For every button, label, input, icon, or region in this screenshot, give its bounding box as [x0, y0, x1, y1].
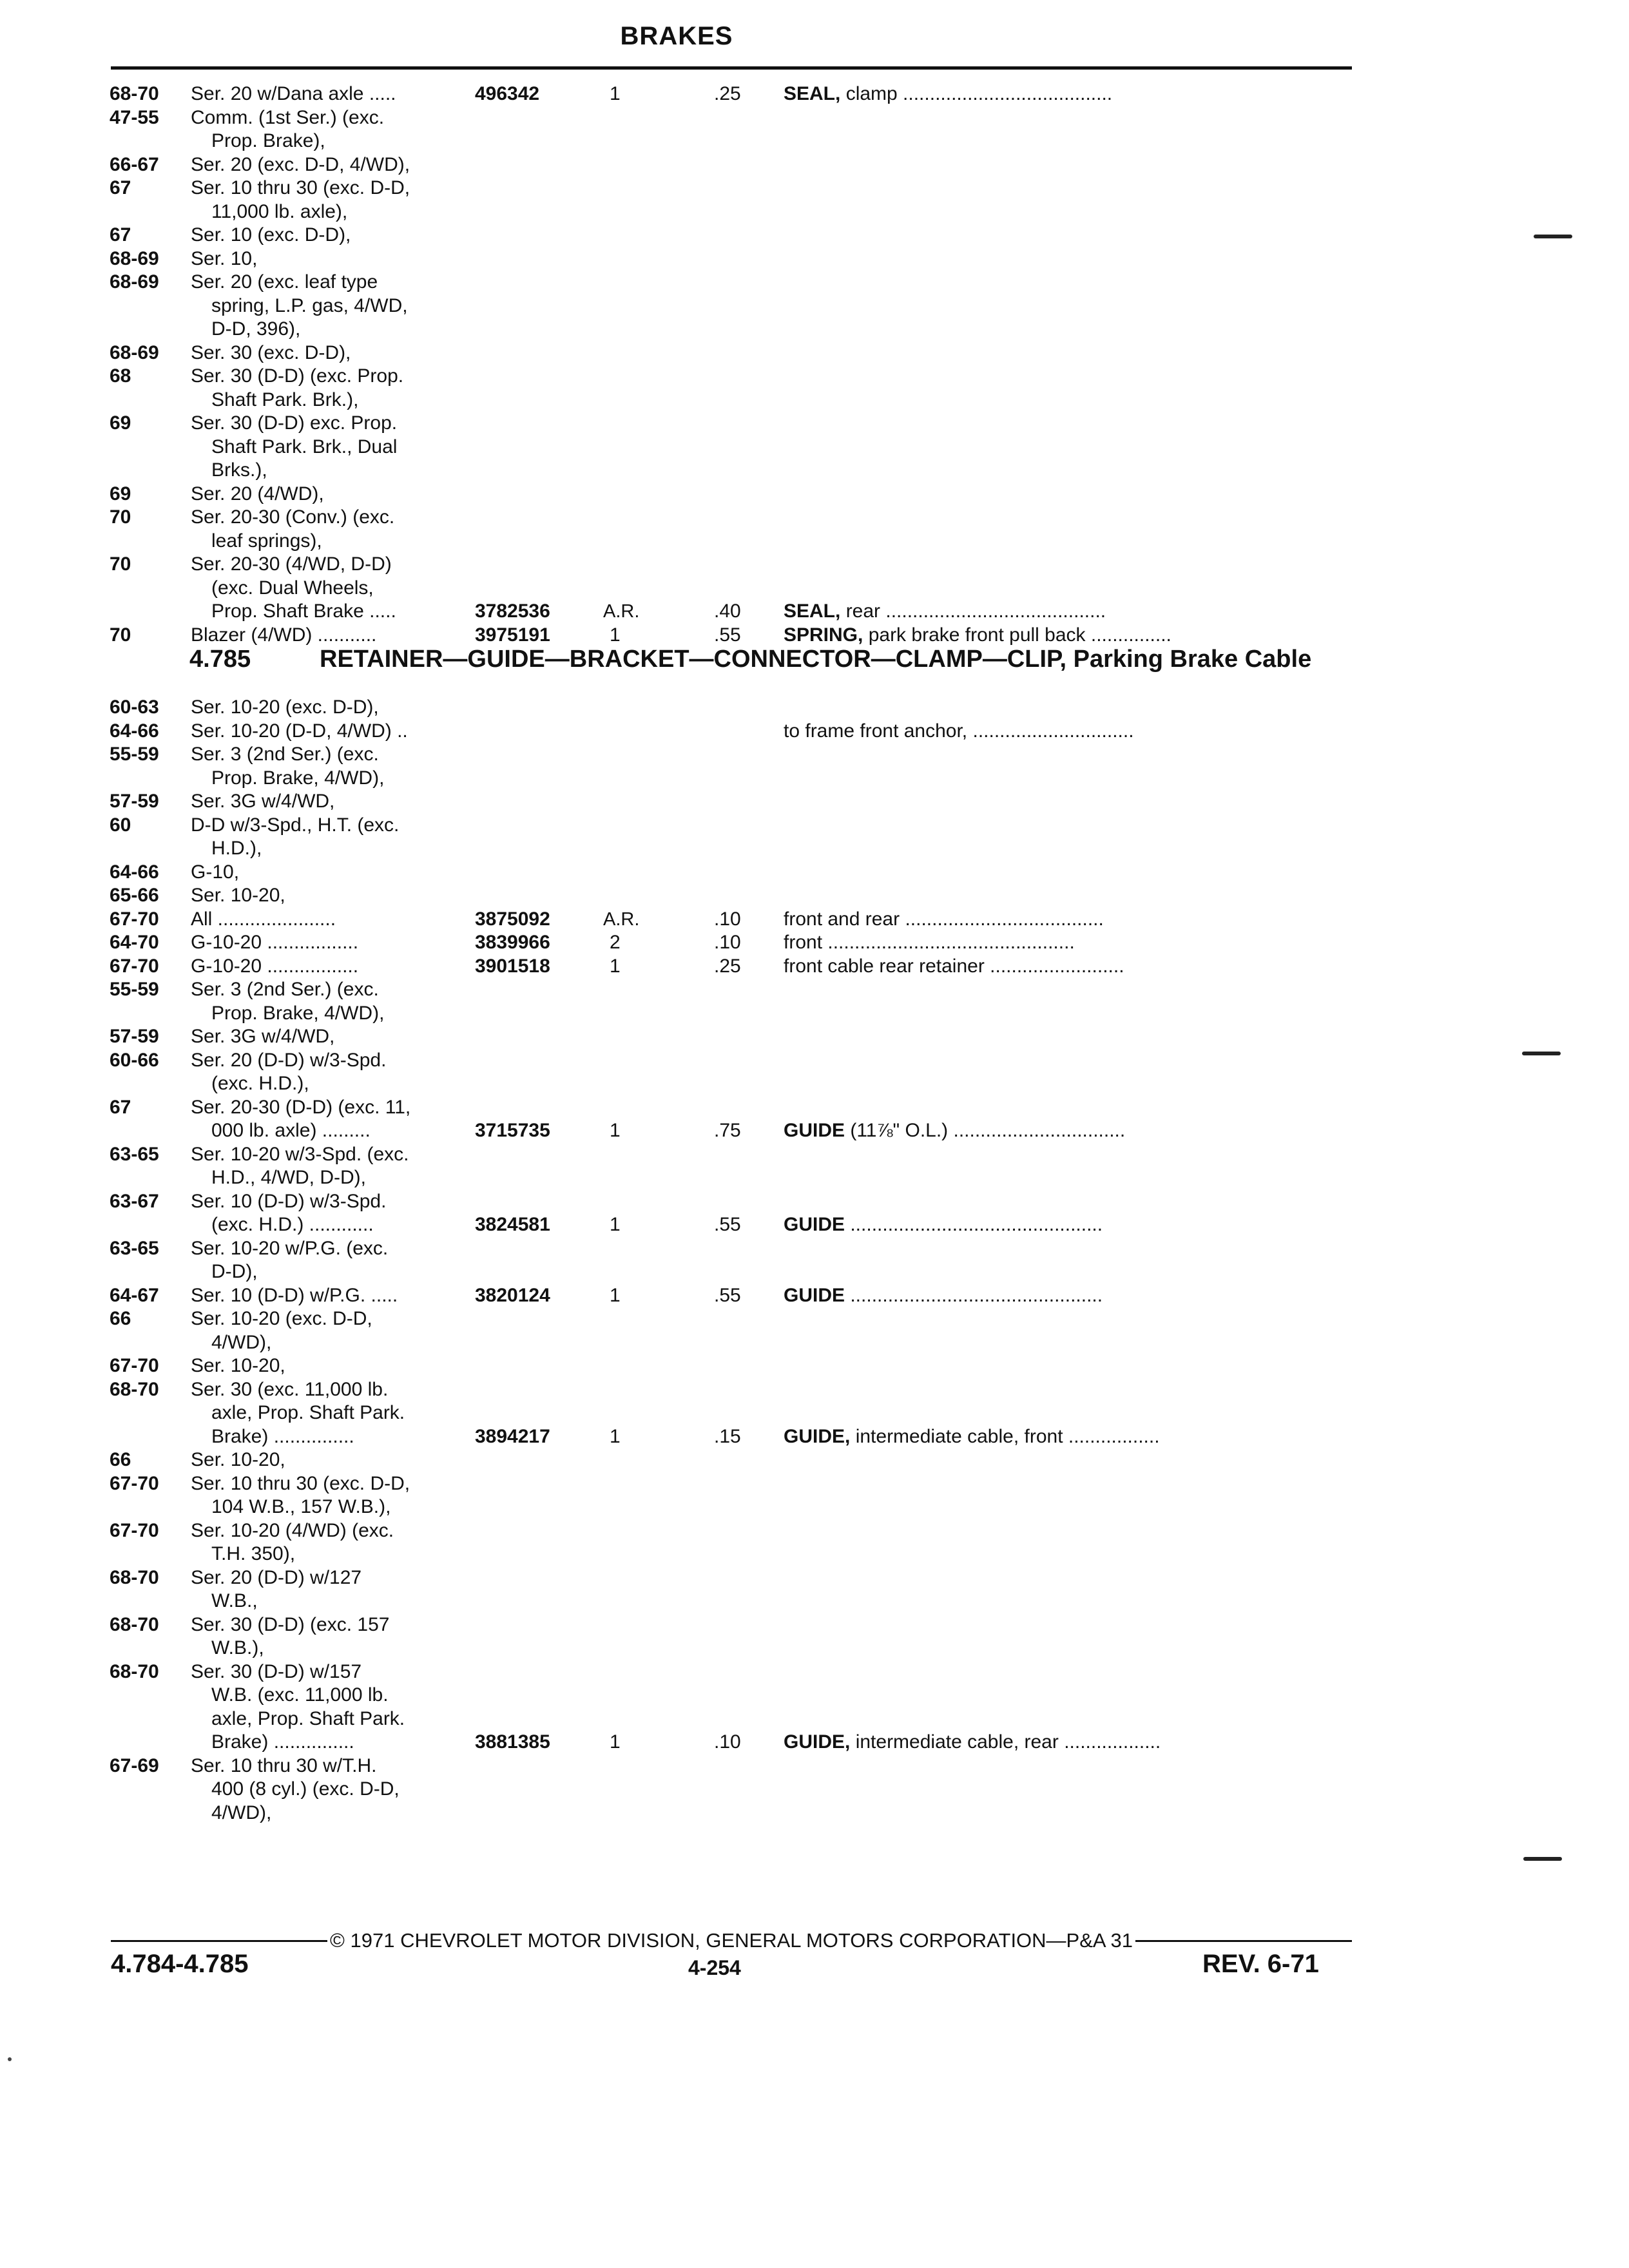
- price: .55: [714, 1284, 741, 1306]
- model-years: 68-70: [110, 1660, 159, 1682]
- model-years: 67-70: [110, 955, 159, 977]
- application-description: Shaft Park. Brk.),: [211, 389, 359, 410]
- model-years: 68-70: [110, 1566, 159, 1588]
- part-name: [784, 931, 1360, 955]
- application-description: Ser. 3 (2nd Ser.) (exc.: [191, 744, 379, 765]
- table-row: [110, 1166, 1360, 1190]
- application-description: Prop. Brake, 4/WD),: [211, 1002, 385, 1024]
- table-row: [110, 1143, 1360, 1167]
- part-name: [784, 1425, 1360, 1449]
- application-description: D-D w/3-Spd., H.T. (exc.: [191, 814, 400, 836]
- model-years: 57-59: [110, 1026, 159, 1047]
- part-name-detail: (11⅞" O.L.) ................................: [845, 1120, 1126, 1141]
- model-years: 64-70: [110, 932, 159, 953]
- table-row: [110, 1025, 1360, 1049]
- quantity: 1: [610, 1120, 621, 1141]
- table-row: [110, 412, 1360, 436]
- application-description: W.B.,: [211, 1590, 258, 1611]
- table-row: [110, 153, 1360, 177]
- model-years: 63-65: [110, 1237, 159, 1259]
- table-row: [110, 931, 1360, 955]
- table-row: [110, 1072, 1360, 1096]
- part-name-detail: ...............................................: [845, 1214, 1103, 1235]
- application-description: Ser. 10 (D-D) w/P.G. .....: [191, 1284, 398, 1306]
- section-heading: [110, 647, 1360, 696]
- quantity: A.R.: [603, 601, 640, 622]
- price: .75: [714, 1120, 741, 1141]
- application-description: G-10-20 .................: [191, 955, 359, 977]
- application-description: Brake) ...............: [211, 1731, 354, 1753]
- part-name-detail: to frame front anchor, ..............................: [784, 720, 1134, 742]
- model-years: 68-70: [110, 83, 159, 104]
- price: .10: [714, 932, 741, 953]
- model-years: 60-63: [110, 697, 159, 718]
- model-years: 66: [110, 1308, 131, 1329]
- quantity: 1: [610, 1284, 621, 1306]
- part-name-detail: clamp .......................................: [840, 83, 1113, 104]
- application-description: Ser. 10-20 w/P.G. (exc.: [191, 1237, 389, 1259]
- application-description: Ser. 20 (D-D) w/3-Spd.: [191, 1049, 387, 1071]
- quantity: 1: [610, 624, 621, 646]
- table-row: [110, 1590, 1360, 1613]
- application-description: Ser. 10 thru 30 w/T.H.: [191, 1754, 377, 1776]
- part-name: [784, 908, 1360, 932]
- application-description: G-10,: [191, 861, 240, 883]
- application-description: Brake) ...............: [211, 1425, 354, 1447]
- table-row: [110, 1495, 1360, 1519]
- model-years: 68: [110, 365, 131, 387]
- table-row: [110, 1237, 1360, 1261]
- application-description: 000 lb. axle) .........: [211, 1120, 371, 1141]
- quantity: 1: [610, 1425, 621, 1447]
- application-description: Ser. 10,: [191, 247, 258, 269]
- application-description: Ser. 10-20 (4/WD) (exc.: [191, 1519, 394, 1541]
- section-title: RETAINER—GUIDE—BRACKET—CONNECTOR—CLAMP—CLIP, Parking Brake Cable: [320, 646, 1312, 673]
- model-years: 67-69: [110, 1754, 159, 1776]
- model-years: 57-59: [110, 791, 159, 812]
- part-number: 3875092: [475, 908, 550, 930]
- part-name-detail: rear .........................................: [840, 601, 1106, 622]
- part-number: 3881385: [475, 1731, 550, 1753]
- application-description: Ser. 20 w/Dana axle .....: [191, 83, 396, 104]
- price: .10: [714, 908, 741, 930]
- application-description: Ser. 30 (D-D) exc. Prop.: [191, 412, 398, 434]
- price: .55: [714, 1214, 741, 1235]
- model-years: 68-69: [110, 341, 159, 363]
- table-row: [110, 341, 1360, 365]
- table-row: [110, 1331, 1360, 1355]
- table-row: [110, 1613, 1360, 1637]
- model-years: 69: [110, 412, 131, 434]
- table-row: [110, 247, 1360, 271]
- table-row: [110, 884, 1360, 908]
- table-row: [110, 1566, 1360, 1590]
- scan-mark: [1522, 1052, 1561, 1055]
- table-row: [110, 1519, 1360, 1543]
- application-description: Prop. Brake, 4/WD),: [211, 767, 385, 789]
- part-name: [784, 1284, 1360, 1308]
- model-years: 67-70: [110, 1519, 159, 1541]
- table-row: [110, 837, 1360, 861]
- model-years: 68-69: [110, 271, 159, 293]
- application-description: 104 W.B., 157 W.B.),: [211, 1496, 391, 1517]
- part-name-detail: ...............................................: [845, 1284, 1103, 1306]
- table-row: [110, 1284, 1360, 1308]
- table-row: [110, 624, 1360, 648]
- table-row: [110, 1096, 1360, 1120]
- table-row: [110, 696, 1360, 720]
- application-description: Ser. 30 (exc. 11,000 lb.: [191, 1378, 389, 1400]
- application-description: Ser. 20 (D-D) w/127: [191, 1566, 362, 1588]
- part-number: 3715735: [475, 1120, 550, 1141]
- page-title: BRAKES: [620, 22, 733, 50]
- application-description: Ser. 3 (2nd Ser.) (exc.: [191, 979, 379, 1000]
- table-row: [110, 720, 1360, 744]
- application-description: 11,000 lb. axle),: [211, 200, 348, 222]
- model-years: 67: [110, 177, 131, 198]
- part-name-key: GUIDE,: [784, 1425, 851, 1447]
- table-row: [110, 177, 1360, 200]
- footer-rule-left: [111, 1940, 327, 1942]
- application-description: Ser. 20 (exc. D-D, 4/WD),: [191, 153, 410, 175]
- price: .55: [714, 624, 741, 646]
- model-years: 55-59: [110, 979, 159, 1000]
- table-row: [110, 1448, 1360, 1472]
- application-description: Ser. 3G w/4/WD,: [191, 1026, 335, 1047]
- model-years: 69: [110, 483, 131, 505]
- part-number: 3901518: [475, 955, 550, 977]
- application-description: Ser. 10 (exc. D-D),: [191, 224, 351, 245]
- model-years: 66: [110, 1449, 131, 1470]
- table-row: [110, 483, 1360, 506]
- application-description: Ser. 10 thru 30 (exc. D-D,: [191, 177, 410, 198]
- application-description: spring, L.P. gas, 4/WD,: [211, 294, 408, 316]
- application-description: axle, Prop. Shaft Park.: [211, 1707, 405, 1729]
- application-description: Brks.),: [211, 459, 267, 481]
- model-years: 64-67: [110, 1284, 159, 1306]
- application-description: Prop. Brake),: [211, 130, 325, 151]
- table-row: [110, 200, 1360, 224]
- model-years: 63-67: [110, 1190, 159, 1212]
- table-row: [110, 1307, 1360, 1331]
- model-years: 67-70: [110, 1472, 159, 1494]
- part-name: [784, 1119, 1360, 1143]
- part-name-key: GUIDE: [784, 1214, 845, 1235]
- application-description: Ser. 10-20,: [191, 1355, 285, 1376]
- part-name-detail: front and rear .....................................: [784, 908, 1104, 930]
- part-number: 3894217: [475, 1425, 550, 1447]
- model-years: 63-65: [110, 1143, 159, 1165]
- model-years: 64-66: [110, 720, 159, 742]
- application-description: All ......................: [191, 908, 336, 930]
- table-row: [110, 1119, 1360, 1143]
- application-description: D-D, 396),: [211, 318, 301, 340]
- table-row: [110, 1660, 1360, 1684]
- model-years: 67: [110, 224, 131, 245]
- model-years: 65-66: [110, 885, 159, 906]
- application-description: 400 (8 cyl.) (exc. D-D,: [211, 1778, 400, 1800]
- table-row: [110, 743, 1360, 767]
- table-row: [110, 767, 1360, 791]
- table-row: [110, 224, 1360, 247]
- table-row: [110, 106, 1360, 130]
- table-row: [110, 1401, 1360, 1425]
- application-description: (exc. H.D.),: [211, 1073, 309, 1094]
- part-number: 496342: [475, 83, 540, 104]
- table-row: [110, 1354, 1360, 1378]
- application-description: 4/WD),: [211, 1802, 272, 1823]
- table-row: [110, 978, 1360, 1002]
- part-name-key: SPRING,: [784, 624, 863, 646]
- price: .10: [714, 1731, 741, 1753]
- part-number: 3839966: [475, 932, 550, 953]
- part-name-key: GUIDE: [784, 1120, 845, 1141]
- table-row: [110, 459, 1360, 483]
- model-years: 70: [110, 553, 131, 575]
- header-rule: [111, 66, 1352, 70]
- part-name: [784, 600, 1360, 624]
- application-description: Ser. 10 (D-D) w/3-Spd.: [191, 1190, 387, 1212]
- application-description: (exc. H.D.) ............: [211, 1214, 374, 1235]
- quantity: A.R.: [603, 908, 640, 930]
- model-years: 68-70: [110, 1613, 159, 1635]
- application-description: leaf springs),: [211, 530, 322, 552]
- quantity: 1: [610, 955, 621, 977]
- table-row: [110, 1260, 1360, 1284]
- price: .40: [714, 601, 741, 622]
- part-name: [784, 1731, 1360, 1754]
- application-description: Ser. 20-30 (D-D) (exc. 11,: [191, 1096, 411, 1118]
- table-row: [110, 908, 1360, 932]
- model-years: 68-69: [110, 247, 159, 269]
- table-row: [110, 1213, 1360, 1237]
- model-years: 70: [110, 506, 131, 528]
- application-description: Ser. 10-20 (exc. D-D),: [191, 697, 379, 718]
- section-number: 4.785: [189, 646, 251, 673]
- table-row: [110, 553, 1360, 577]
- table-row: [110, 130, 1360, 153]
- table-row: [110, 1754, 1360, 1778]
- part-name-key: GUIDE: [784, 1284, 845, 1306]
- application-description: 4/WD),: [211, 1331, 272, 1353]
- part-number: 3782536: [475, 601, 550, 622]
- application-description: (exc. Dual Wheels,: [211, 577, 374, 599]
- footer-rule-right: [1135, 1940, 1352, 1942]
- table-row: [110, 1684, 1360, 1707]
- table-row: [110, 506, 1360, 530]
- part-number: 3975191: [475, 624, 550, 646]
- footer-revision: REV. 6-71: [1202, 1950, 1319, 1978]
- table-row: [110, 814, 1360, 838]
- table-row: [110, 294, 1360, 318]
- application-description: G-10-20 .................: [191, 932, 359, 953]
- application-description: Ser. 10-20 w/3-Spd. (exc.: [191, 1143, 409, 1165]
- application-description: Ser. 20 (4/WD),: [191, 483, 324, 505]
- scan-mark: [1534, 235, 1572, 238]
- table-row: [110, 1425, 1360, 1449]
- application-description: Blazer (4/WD) ...........: [191, 624, 377, 646]
- model-years: 47-55: [110, 106, 159, 128]
- application-description: D-D),: [211, 1261, 258, 1282]
- part-name: [784, 624, 1360, 648]
- model-years: 68-70: [110, 1378, 159, 1400]
- model-years: 67-70: [110, 908, 159, 930]
- table-row: [110, 389, 1360, 412]
- model-years: 64-66: [110, 861, 159, 883]
- application-description: Prop. Shaft Brake .....: [211, 601, 396, 622]
- application-description: axle, Prop. Shaft Park.: [211, 1402, 405, 1423]
- footer-copyright: © 1971 CHEVROLET MOTOR DIVISION, GENERAL MOTORS CORPORATION—P&A 31: [330, 1929, 1133, 1952]
- part-name-key: GUIDE,: [784, 1731, 851, 1753]
- scan-speck: [8, 2057, 12, 2061]
- application-description: Ser. 10-20,: [191, 1449, 285, 1470]
- application-description: H.D.),: [211, 838, 262, 859]
- application-description: Ser. 3G w/4/WD,: [191, 791, 335, 812]
- application-description: Ser. 30 (D-D) w/157: [191, 1660, 362, 1682]
- table-row: [110, 790, 1360, 814]
- table-row: [110, 1190, 1360, 1214]
- quantity: 1: [610, 1731, 621, 1753]
- parts-list: [110, 82, 1360, 1825]
- part-name-detail: intermediate cable, front .................: [850, 1425, 1160, 1447]
- table-row: [110, 1707, 1360, 1731]
- application-description: T.H. 350),: [211, 1543, 296, 1564]
- quantity: 2: [610, 932, 621, 953]
- table-row: [110, 1637, 1360, 1660]
- table-row: [110, 1731, 1360, 1754]
- table-row: [110, 1049, 1360, 1073]
- table-row: [110, 530, 1360, 553]
- table-row: [110, 577, 1360, 601]
- model-years: 66-67: [110, 153, 159, 175]
- application-description: Ser. 10-20 (exc. D-D,: [191, 1308, 372, 1329]
- part-name-detail: intermediate cable, rear ..................: [850, 1731, 1161, 1753]
- table-row: [110, 82, 1360, 106]
- part-name-detail: front ..............................................: [784, 932, 1075, 953]
- application-description: Ser. 30 (exc. D-D),: [191, 341, 351, 363]
- part-number: 3824581: [475, 1214, 550, 1235]
- application-description: Ser. 30 (D-D) (exc. Prop.: [191, 365, 404, 387]
- application-description: Ser. 10 thru 30 (exc. D-D,: [191, 1472, 410, 1494]
- application-description: Ser. 10-20 (D-D, 4/WD) ..: [191, 720, 408, 742]
- table-row: [110, 1542, 1360, 1566]
- quantity: 1: [610, 83, 621, 104]
- quantity: 1: [610, 1214, 621, 1235]
- part-name: [784, 82, 1360, 106]
- part-name: [784, 1213, 1360, 1237]
- application-description: Ser. 20 (exc. leaf type: [191, 271, 378, 293]
- price: .25: [714, 83, 741, 104]
- part-name: [784, 955, 1360, 979]
- application-description: Ser. 10-20,: [191, 885, 285, 906]
- model-years: 67: [110, 1096, 131, 1118]
- scan-mark: [1523, 1857, 1562, 1861]
- table-row: [110, 271, 1360, 294]
- table-row: [110, 1802, 1360, 1825]
- application-description: H.D., 4/WD, D-D),: [211, 1167, 366, 1188]
- price: .25: [714, 955, 741, 977]
- model-years: 55-59: [110, 744, 159, 765]
- table-row: [110, 1378, 1360, 1402]
- model-years: 60-66: [110, 1049, 159, 1071]
- application-description: Ser. 20-30 (Conv.) (exc.: [191, 506, 395, 528]
- application-description: Shaft Park. Brk., Dual: [211, 436, 398, 457]
- application-description: Ser. 30 (D-D) (exc. 157: [191, 1613, 390, 1635]
- table-row: [110, 318, 1360, 341]
- part-name: [784, 720, 1360, 744]
- application-description: W.B.),: [211, 1637, 264, 1658]
- model-years: 67-70: [110, 1355, 159, 1376]
- footer-page-number: 4-254: [688, 1956, 741, 1979]
- application-description: Comm. (1st Ser.) (exc.: [191, 106, 385, 128]
- part-name-detail: park brake front pull back ...............: [863, 624, 1171, 646]
- table-row: [110, 600, 1360, 624]
- price: .15: [714, 1425, 741, 1447]
- table-row: [110, 861, 1360, 885]
- table-row: [110, 436, 1360, 459]
- part-number: 3820124: [475, 1284, 550, 1306]
- footer-copyright-line: [111, 1929, 1352, 1952]
- footer-section-range: 4.784-4.785: [111, 1950, 249, 1978]
- application-description: W.B. (exc. 11,000 lb.: [211, 1684, 389, 1706]
- part-name-key: SEAL,: [784, 83, 841, 104]
- table-row: [110, 955, 1360, 979]
- application-description: Ser. 20-30 (4/WD, D-D): [191, 553, 392, 575]
- table-row: [110, 1778, 1360, 1802]
- model-years: 60: [110, 814, 131, 836]
- table-row: [110, 1002, 1360, 1026]
- model-years: 70: [110, 624, 131, 646]
- part-name-key: SEAL,: [784, 601, 841, 622]
- table-row: [110, 365, 1360, 389]
- table-row: [110, 1472, 1360, 1496]
- part-name-detail: front cable rear retainer .........................: [784, 955, 1124, 977]
